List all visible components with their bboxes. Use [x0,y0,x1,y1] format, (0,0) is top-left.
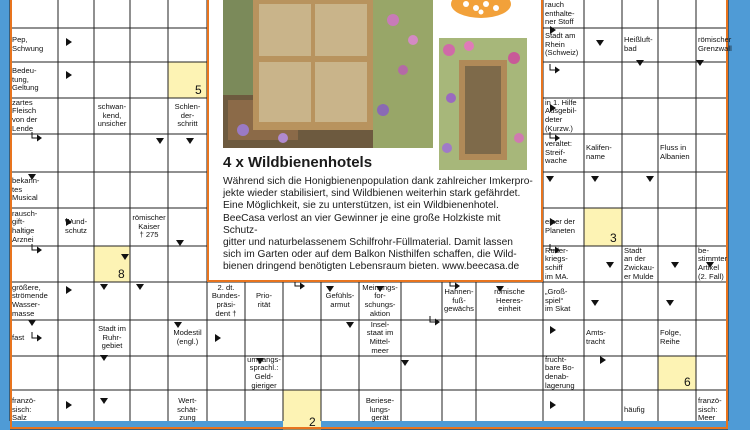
clue-cell: Wert- schät- zung [177,396,198,423]
arrow-right-icon [550,326,556,334]
clue-cell: franzö- sisch: Salz [12,396,36,423]
clue-cell: veraltet: Streif- wache [545,139,573,166]
arrow-right-icon [66,38,72,46]
arrow-down-icon [666,300,674,306]
clue-cell: größere, strömende Wasser- masse [12,282,48,318]
clue-cell: Folge, Reihe [660,328,682,346]
arrow-down-icon [176,240,184,246]
clue-cell: Pep, Schwung [12,35,44,53]
arrow-right-icon [215,334,221,342]
clue-cell: einer der Planeten [545,217,575,235]
clue-cell: rauch enthalte- ner Stoff [545,0,575,27]
clue-cell: Prio- rität [255,291,273,309]
clue-cell: Beriese- lungs- gerät [365,396,395,423]
clue-cell: Wund- schutz [64,217,88,235]
solution-number: 6 [684,375,691,389]
clue-cell: Gefühls- armut [325,291,355,309]
clue-cell: rausch- gift- haltige Arznei [12,208,38,244]
feature-body-line: Während sich die Honigbienenpopulation dank zahlreicher Imkerpro- [223,176,533,187]
feature-body-line: gitter und naturbelassenem Schilfrohr-Füllmaterial. Damit lassen [223,237,513,249]
bee-hotel-photo [223,0,433,148]
feature-body [223,176,535,274]
arrow-down-icon [136,284,144,290]
arrow-down-right-icon [430,316,440,326]
solution-number: 8 [118,267,125,281]
clue-cell: umgangs- sprachl.: Geld- gieriger [247,354,281,390]
bee-hotel-side-photo [439,38,527,170]
arrow-down-icon [591,176,599,182]
clue-cell: schwan- kend, unsicher [97,102,127,129]
arrow-right-icon [66,401,72,409]
clue-cell: Stadt am Rhein (Schweiz) [545,31,579,58]
clue-cell: be- stimmter Artikel (2. Fall) [698,245,728,281]
feature-body-line: jekte wieder stabilisiert, sind Wildbienen weiterhin stark gefährdet. [223,188,521,200]
clue-cell: franzö- sisch: Meer [698,396,722,423]
arrow-down-icon [606,262,614,268]
clue-cell: Kalifen- name [586,143,612,161]
clue-cell: „Groß- spiel“ im Skat [545,287,571,314]
arrow-down-icon [100,398,108,404]
clue-cell: Heißluft- bad [624,35,653,53]
clue-cell: in 1. Hilfe Ausgebil- deter (Kurzw.) [545,97,577,133]
clue-cell: Fluss in Albanien [660,143,690,161]
arrow-down-icon [671,262,679,268]
clue-cell: bekann- tes Musical [12,176,40,203]
feature-body-line: BeeCasa verlost an vier Gewinner je eine große Holzkiste mit Schutz- [223,212,501,236]
clue-cell: Amts- tracht [586,328,606,346]
clue-cell: zartes Fleisch von der Lende [12,97,38,133]
clue-cell: Schlen- der- schritt [174,102,201,129]
arrow-down-right-icon [550,64,560,74]
arrow-right-icon [66,286,72,294]
arrow-down-icon [156,138,164,144]
clue-cell: Stadt im Ruhr- gebiet [98,324,126,351]
arrow-down-icon [591,300,599,306]
clue-cell: römischer Grenzwall [698,35,732,53]
arrow-down-icon [100,284,108,290]
arrow-right-icon [66,71,72,79]
feature-body-line: bienen dringend benötigten Lebensraum bieten. www.beecasa.de [223,261,520,273]
arrow-down-icon [346,322,354,328]
clue-cell: römischer Kaiser † 275 [132,213,166,240]
clue-cell: Ruder- kriegs- schiff im MA. [545,245,569,281]
clue-cell: Stadt an der Zwickau- er Mulde [624,245,655,281]
clue-cell: Modestil (engl.) [173,328,202,346]
crossword-board [10,0,732,429]
feature-body-line: sich im Garten oder auf dem Balkon Nisthilfen schaffen, die Wild- [223,249,517,261]
arrow-down-icon [401,360,409,366]
arrow-right-icon [600,356,606,364]
feature-title: 4 x Wildbienenhotels [223,154,373,171]
clue-cell: frucht- bare Bo- denab- lagerung [545,354,575,390]
solution-number: 5 [195,83,202,97]
feature-body-line: Eine Möglichkeit, sie zu unterstützen, ist ein Wildbienenhotel. [223,200,499,212]
arrow-down-icon [596,40,604,46]
solution-number: 3 [610,231,617,245]
arrow-down-icon [546,176,554,182]
clue-cell: fast [12,332,25,342]
arrow-right-icon [550,401,556,409]
clue-cell: Meinungs- for- schungs- aktion [362,282,398,318]
clue-cell: Bedeu- tung, Geltung [12,66,39,93]
clue-cell: Insel- staat im Mittel- meer [366,319,394,355]
arrow-down-icon [186,138,194,144]
clue-cell: 2. dt. Bundes- präsi- dent † [211,282,241,318]
solution-number: 2 [309,415,316,429]
clue-cell: römische Heeres- einheit [494,287,525,314]
clue-cell: Hahnen- fuß- gewächs [444,287,474,314]
clue-cell: häufig [624,404,645,414]
brand-logo [446,0,516,20]
arrow-down-icon [646,176,654,182]
prize-feature-panel [207,0,543,282]
